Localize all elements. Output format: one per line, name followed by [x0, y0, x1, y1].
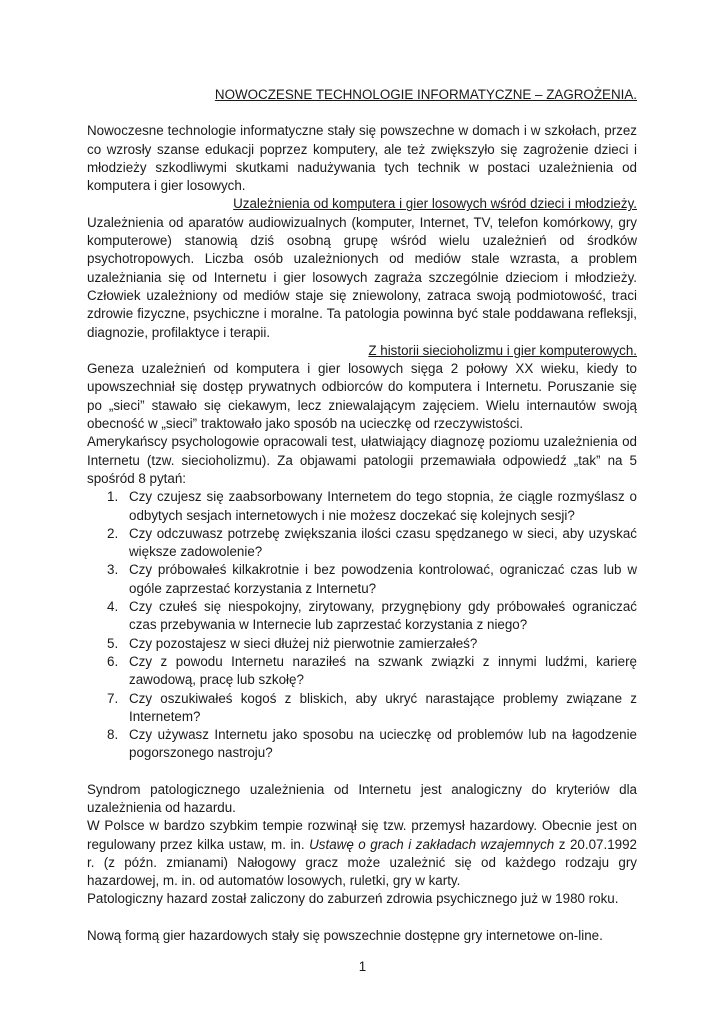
list-item: [107, 525, 637, 562]
list-item-number: 1.: [107, 489, 119, 505]
document-page: [87, 86, 637, 945]
law-title: Ustawę o grach i zakładach wzajemnych: [309, 836, 555, 852]
section-heading-history: Z historii siecioholizmu i gier komputerowych.: [368, 342, 637, 358]
document-title: NOWOCZESNE TECHNOLOGIE INFORMATYCZNE – ZAGROŻENIA.: [214, 87, 637, 102]
list-item: [107, 653, 637, 690]
intro-paragraph: Nowoczesne technologie informatyczne stały się powszechne w domach i w szkołach, przez co wzrosły szanse edukacji poprzez komputery, ale też zwiększyło się zagrożenie dzieci i młodzieży szkodliwymi skutkami nadużywania tych technik w postaci uzależnienia od komputera i gier losowych.: [87, 123, 637, 194]
list-item: [107, 690, 637, 727]
list-item-text: Czy odczuwasz potrzebę zwiększania ilości czasu spędzanego w sieci, aby uzyskać większe zadowolenie?: [129, 525, 637, 560]
test-intro-paragraph: Amerykańscy psychologowie opracowali test, ułatwiający diagnozę poziomu uzależnienia od Internetu (tzw. siecioholizmu). Za objawami patologii przemawiała odpowiedź „tak” na 5 spośród 8 pytań:: [87, 434, 637, 486]
list-item-text: Czy próbowałeś kilkakrotnie i bez powodzenia kontrolować, ograniczać czas lub w ogóle zaprzestać korzystania z Internetu?: [129, 562, 637, 596]
syndrome-paragraph: Syndrom patologicznego uzależnienia od Internetu jest analogiczny do kryteriów dla uzależnienia od hazardu.: [87, 781, 637, 815]
list-item: [107, 488, 637, 525]
spacer: [87, 763, 637, 781]
history-paragraph: Geneza uzależnień od komputera i gier losowych sięga 2 połowy XX wieku, kiedy to upowszechniał się dostęp prywatnych odbiorców do komputera i Internetu. Poruszanie się po „sieci” stawało się ciekawym, lecz zniewalającym zajęciem. Wielu internautów swoją obecność w „sieci” traktowało jako sposób na ucieczkę od rzeczywistości.: [87, 361, 637, 432]
list-item-text: Czy oszukiwałeś kogoś z bliskich, aby ukryć narastające problemy związane z Internetem?: [129, 690, 637, 724]
gambling-paragraph: [87, 817, 637, 890]
list-item-text: Czy używasz Internetu jako sposobu na ucieczkę od problemów lub na łagodzenie pogorszonego nastroju?: [129, 727, 637, 761]
online-gambling-paragraph: Nową formą gier hazardowych stały się powszechnie dostępne gry internetowe on-line.: [87, 927, 603, 943]
list-item: [107, 598, 637, 635]
page-number: 1: [358, 959, 367, 974]
list-item-number: 3.: [107, 562, 119, 578]
spacer: [87, 909, 637, 927]
section-heading-addictions: Uzależnienia od komputera i gier losowych wśród dzieci i młodzieży.: [233, 196, 637, 212]
list-item: [107, 635, 637, 653]
list-item-text: Czy pozostajesz w sieci dłużej niż pierwotnie zamierzałeś?: [129, 635, 478, 651]
gambling-text-start: W Polsce w bardzo szybkim tempie rozwinął się tzw. przemysł hazardowy. Obecnie jest on regulowany przez kilka ustaw, m. in.: [87, 818, 637, 852]
list-item-number: 6.: [107, 653, 119, 669]
list-item: [107, 726, 637, 763]
gambling-text-end: z 20.07.1992 r. (z późn. zmianami) Nałogowy gracz może uzależnić się od każdego rodzaju gry hazardowej, m. in. od automatów losowych, ruletki, gry w karty.: [87, 836, 637, 889]
list-item-text: Czy czułeś się niespokojny, zirytowany, przygnębiony gdy próbowałeś ograniczać czas przebywania w Internecie lub zaprzestać korzystania z niego?: [129, 599, 637, 633]
list-item-number: 2.: [107, 525, 119, 541]
pathology-paragraph: Patologiczny hazard został zaliczony do zaburzeń zdrowia psychicznego już w 1980 roku.: [87, 891, 619, 907]
list-item-text: Czy czujesz się zaabsorbowany Internetem do tego stopnia, że ciągle rozmyślasz o odbytych sesjach internetowych i nie możesz doczekać się kolejnych sesji?: [129, 489, 637, 523]
questions-list: [87, 488, 637, 762]
addictions-paragraph: Uzależnienia od aparatów audiowizualnych (komputer, Internet, TV, telefon komórkowy, gry komputerowe) stanowią dziś osobną grupę wśród wielu uzależnień od środków psychotropowych. Liczba osób uzależnionych od mediów stale wzrasta, a problem uzależniania się od Internetu i gier losowych zagraża szczególnie dzieciom i młodzieży. Człowiek uzależniony od mediów staje się zniewolony, zatraca swoją podmiotowość, traci zdrowie fizyczne, psychiczne i moralne. Ta patologia powinna być stale poddawana refleksji, diagnozie, profilaktyce i terapii.: [87, 214, 637, 340]
list-item-number: 7.: [107, 690, 119, 706]
list-item-number: 5.: [107, 635, 119, 651]
list-item-text: Czy z powodu Internetu naraziłeś na szwank związki z innymi ludźmi, karierę zawodową, pracę lub szkołę?: [129, 653, 637, 688]
list-item-number: 4.: [107, 599, 119, 615]
list-item-number: 8.: [107, 727, 119, 743]
list-item: [107, 561, 637, 598]
